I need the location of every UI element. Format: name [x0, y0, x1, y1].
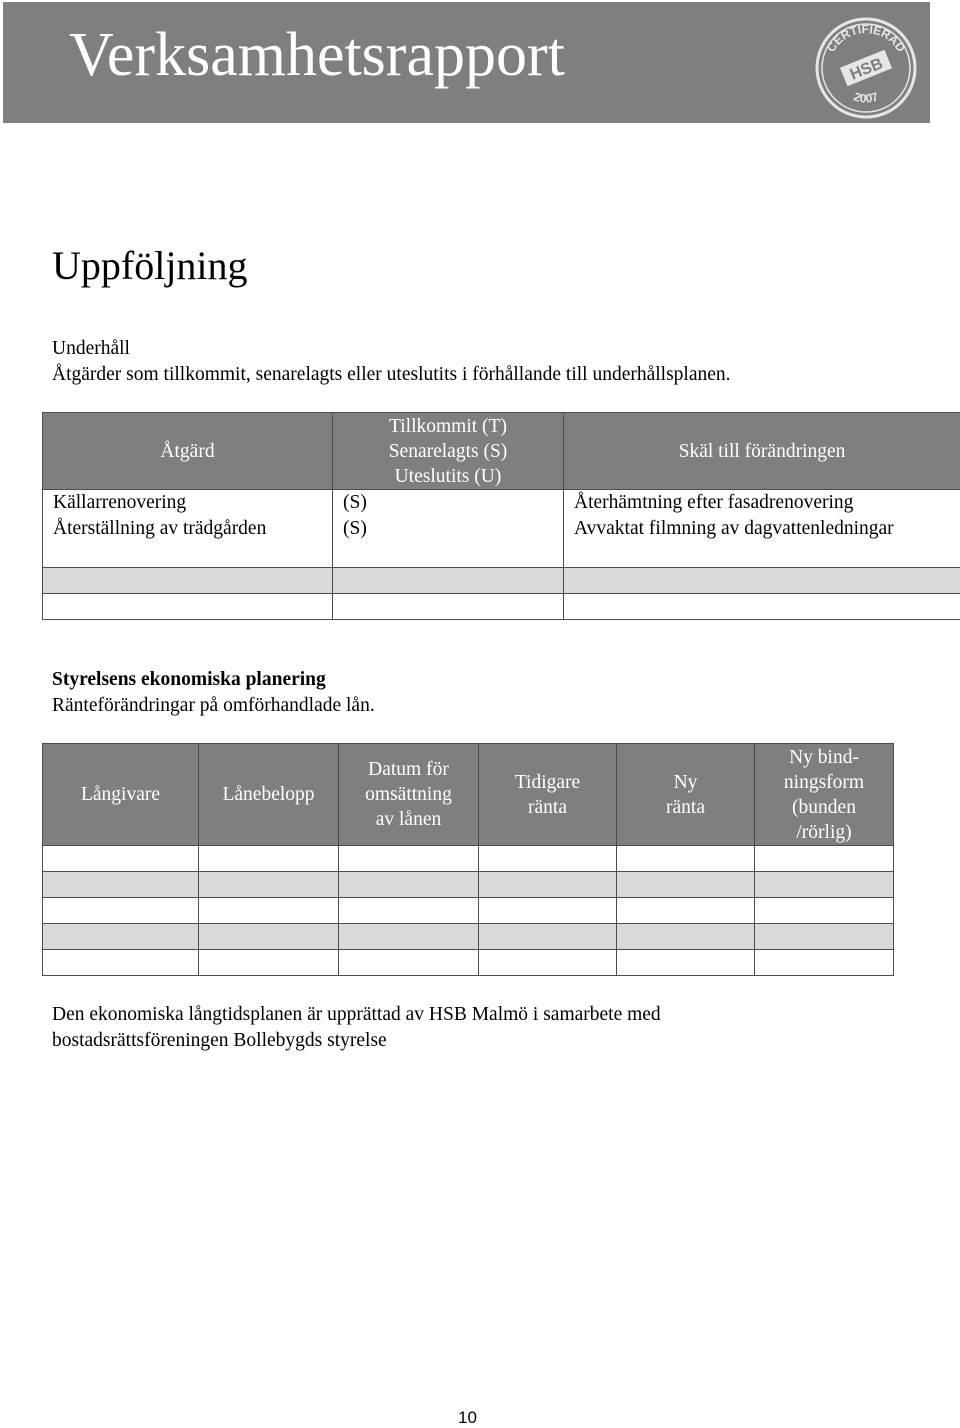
header-line: Tidigare: [514, 771, 581, 793]
cell: [755, 846, 894, 872]
hsb-certified-seal-logo: [811, 14, 921, 120]
cell: [199, 872, 339, 898]
status-line-excluded: Uteslutits (U): [394, 465, 502, 487]
cell: [339, 872, 479, 898]
cell-action: Återställning av trädgården: [43, 516, 333, 542]
cell: [479, 924, 617, 950]
cell: [43, 950, 199, 976]
header-line: ränta: [666, 796, 705, 818]
cell-reason: Avvaktat filmning av dagvattenledningar: [564, 516, 960, 542]
header-line: omsättning: [365, 784, 452, 805]
cell: [617, 950, 755, 976]
cell-reason: [564, 568, 960, 594]
cell: [617, 924, 755, 950]
table-row: [43, 568, 960, 594]
header-line: (bunden: [792, 796, 856, 818]
cell: [339, 950, 479, 976]
table-row: [43, 846, 894, 872]
loan-table: [42, 743, 894, 976]
header-line: /rörlig): [796, 821, 852, 843]
table-row: [43, 594, 960, 620]
cell: [199, 846, 339, 872]
cell-action: [43, 568, 333, 594]
header-line: Ny bind-: [789, 746, 859, 768]
cell: [43, 924, 199, 950]
cell-reason: [564, 542, 960, 568]
col-header-action: Åtgärd: [43, 413, 333, 490]
report-header: [3, 2, 930, 123]
cell: [199, 898, 339, 924]
cell: [339, 898, 479, 924]
loan-header-row: [43, 744, 894, 846]
header-line: ningsform: [783, 771, 865, 793]
cell-action: [43, 594, 333, 620]
report-title: Verksamhetsrapport: [69, 21, 565, 89]
status-line-postponed: Senarelagts (S): [388, 440, 508, 462]
cell-status: [333, 542, 564, 568]
svg-text:CERTIFIERAD: CERTIFIERAD: [823, 21, 909, 55]
cell: [479, 846, 617, 872]
table-row: [43, 542, 960, 568]
maintenance-table: [42, 412, 960, 620]
table-row: [43, 516, 960, 542]
cell-reason: [564, 594, 960, 620]
col-header-loan-amount: [199, 744, 339, 846]
cell-status: [333, 594, 564, 620]
footer-note-line2: bostadsrättsföreningen Bollebygds styrelse: [52, 1030, 387, 1051]
cell-status: (S): [333, 516, 564, 542]
cell: [755, 950, 894, 976]
page-number: 10: [458, 1408, 477, 1427]
table-row: [43, 490, 960, 516]
cell: [43, 898, 199, 924]
cell-status: (S): [333, 490, 564, 516]
section-intro: Åtgärder som tillkommit, senarelagts eller uteslutits i förhållande till underhållsplanen.: [52, 364, 731, 385]
section-title: Uppföljning: [52, 243, 248, 288]
cell: [43, 846, 199, 872]
cell: [339, 924, 479, 950]
col-header-binding-form: [755, 744, 894, 846]
cell: [479, 898, 617, 924]
status-line-added: Tillkommit (T): [389, 415, 507, 437]
finance-subtitle: Ränteförändringar på omförhandlade lån.: [52, 695, 375, 716]
header-line: Ny: [673, 771, 698, 793]
svg-text:2007: 2007: [852, 89, 880, 106]
header-line: av lånen: [375, 809, 442, 830]
table-row: [43, 872, 894, 898]
cell: [755, 924, 894, 950]
header-line: Långivare: [80, 784, 161, 805]
cell-action: [43, 542, 333, 568]
cell: [199, 924, 339, 950]
col-header-reason: Skäl till förändringen: [564, 413, 960, 490]
svg-text:HSB: HSB: [847, 55, 886, 84]
cell: [617, 898, 755, 924]
header-line: ränta: [528, 796, 567, 818]
header-line: Lånebelopp: [222, 784, 315, 805]
col-header-lender: [43, 744, 199, 846]
footer-note-line1: Den ekonomiska långtidsplanen är upprättad av HSB Malmö i samarbete med: [52, 1004, 661, 1025]
cell-action: Källarrenovering: [43, 490, 333, 516]
cell: [479, 950, 617, 976]
cell: [199, 950, 339, 976]
cell-status: [333, 568, 564, 594]
cell: [339, 846, 479, 872]
cell: [617, 846, 755, 872]
finance-title: Styrelsens ekonomiska planering: [52, 669, 326, 690]
col-header-new-rate: [617, 744, 755, 846]
header-line: Datum för: [368, 759, 449, 780]
table-row: [43, 924, 894, 950]
col-header-status: [333, 413, 564, 490]
cell: [755, 898, 894, 924]
cell: [43, 872, 199, 898]
table-row: [43, 950, 894, 976]
cell: [755, 872, 894, 898]
table-row: [43, 898, 894, 924]
section-subtitle: Underhåll: [52, 338, 130, 359]
maintenance-header-row: [43, 413, 960, 490]
col-header-renewal-date: [339, 744, 479, 846]
cell-reason: Återhämtning efter fasadrenovering: [564, 490, 960, 516]
col-header-previous-rate: [479, 744, 617, 846]
cell: [617, 872, 755, 898]
cell: [479, 872, 617, 898]
